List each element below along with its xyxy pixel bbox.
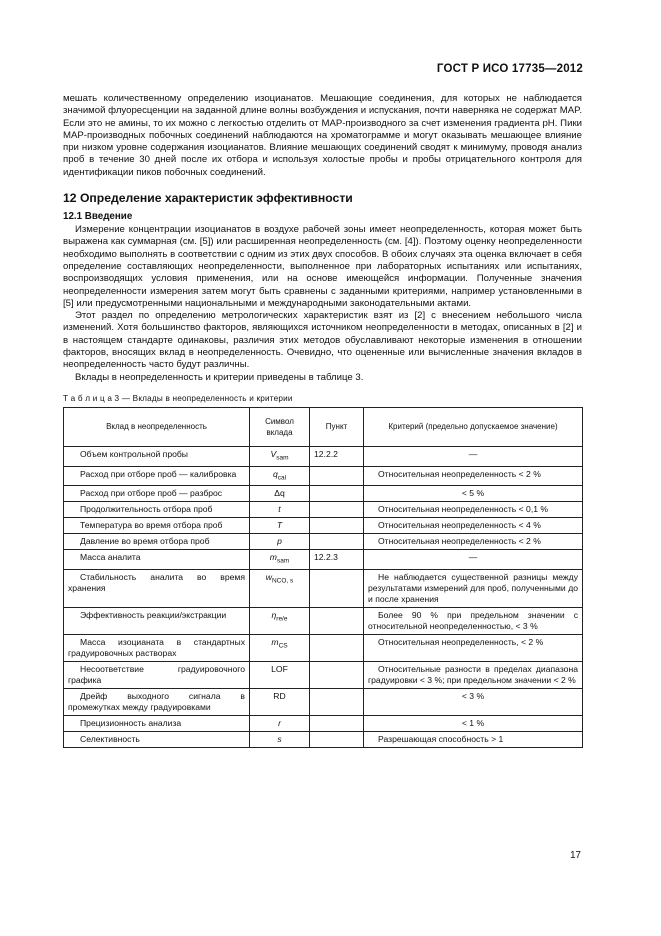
- uncertainty-table: [63, 407, 583, 748]
- cell-clause: [310, 518, 364, 534]
- cell-symbol: [250, 716, 310, 732]
- cell-contribution: Селективность: [64, 732, 250, 748]
- page-content: [63, 93, 582, 748]
- cell-contribution: Эффективность реакции/экстракции: [64, 608, 250, 635]
- cell-criterion: Более 90 % при предельном значении с относительной неопределенностью, < 3 %: [364, 608, 583, 635]
- cell-clause: [310, 570, 364, 608]
- symbol-subscript: re/e: [276, 615, 288, 623]
- table-row: [64, 446, 583, 466]
- table-row: [64, 608, 583, 635]
- cell-symbol: [250, 662, 310, 689]
- paragraph-intro: мешать количественному определению изоцианатов. Мешающие соединения, для которых не наблюдается значимой флуоресценции на заданной длине волны возбуждения и испускания, почти наверняка не содержат MAP. Если это не амины, то их можно с легкостью отделить от MAP-производного за счет изменения градиента рН. Пики MAP-производных побочных соединений наблюдаются на хроматограмме и могут оказывать мешающее влияние при низком уровне содержания изоцианатов. Влияние мешающих соединений сводят к минимуму, проводя анализ проб в течение 30 дней после их отбора и используя холостые пробы и пробы отрицательного контроля для идентификации пиков побочных соединений.: [63, 93, 582, 178]
- symbol-subscript: sam: [276, 558, 290, 566]
- symbol-main: r: [278, 718, 281, 729]
- cell-contribution: Масса изоцианата в стандартных градуировочных растворах: [64, 635, 250, 662]
- table-header-row: [64, 407, 583, 446]
- cell-contribution: Стабильность аналита во время хранения: [64, 570, 250, 608]
- header-symbol: Символ вклада: [250, 407, 310, 446]
- cell-symbol: [250, 502, 310, 518]
- cell-symbol: [250, 446, 310, 466]
- cell-contribution: Прецизионность анализа: [64, 716, 250, 732]
- page-number: 17: [570, 850, 581, 861]
- symbol-main: w: [265, 572, 272, 583]
- cell-contribution: Несоответствие градуировочного графика: [64, 662, 250, 689]
- cell-clause: [310, 466, 364, 486]
- symbol-main: Δq: [274, 488, 285, 499]
- cell-criterion: Относительные разности в пределах диапазона градуировки < 3 %; при предельном значении < 2 %: [364, 662, 583, 689]
- symbol-main: p: [277, 536, 282, 547]
- table-row: [64, 635, 583, 662]
- cell-symbol: [250, 518, 310, 534]
- cell-clause: [310, 608, 364, 635]
- cell-criterion: Относительная неопределенность < 4 %: [364, 518, 583, 534]
- symbol-subscript: NCO, s: [271, 577, 294, 585]
- cell-contribution: Дрейф выходного сигнала в промежутках между градуировками: [64, 689, 250, 716]
- cell-criterion: Относительная неопределенность, < 2 %: [364, 635, 583, 662]
- cell-contribution: Продолжительность отбора проб: [64, 502, 250, 518]
- cell-clause: [310, 502, 364, 518]
- cell-symbol: [250, 486, 310, 502]
- cell-criterion: < 3 %: [364, 689, 583, 716]
- cell-criterion: —: [364, 446, 583, 466]
- cell-criterion: Относительная неопределенность < 0,1 %: [364, 502, 583, 518]
- symbol-subscript: sam: [276, 454, 289, 462]
- cell-clause: [310, 486, 364, 502]
- header-contribution: Вклад в неопределенность: [64, 407, 250, 446]
- section-title: 12 Определение характеристик эффективности: [63, 191, 353, 206]
- cell-symbol: [250, 466, 310, 486]
- table-row: [64, 732, 583, 748]
- cell-criterion: < 5 %: [364, 486, 583, 502]
- cell-clause: [310, 635, 364, 662]
- cell-clause: [310, 534, 364, 550]
- cell-criterion: Разрешающая способность > 1: [364, 732, 583, 748]
- symbol-main: m: [269, 552, 277, 563]
- cell-contribution: Расход при отборе проб — калибровка: [64, 466, 250, 486]
- symbol-subscript: CS: [278, 642, 288, 650]
- symbol-main: m: [271, 637, 279, 648]
- table-row: [64, 689, 583, 716]
- symbol-main: s: [277, 734, 282, 745]
- cell-criterion: —: [364, 550, 583, 570]
- table-row: [64, 716, 583, 732]
- table-row: [64, 486, 583, 502]
- cell-symbol: [250, 550, 310, 570]
- table-row: [64, 570, 583, 608]
- cell-criterion: Не наблюдается существенной разницы между результатами измерений для проб, полученными до и после хранения: [364, 570, 583, 608]
- header-clause: Пункт: [310, 407, 364, 446]
- cell-clause: [310, 732, 364, 748]
- standard-header: ГОСТ Р ИСО 17735—2012: [436, 63, 583, 75]
- cell-contribution: Давление во время отбора проб: [64, 534, 250, 550]
- table-row: [64, 518, 583, 534]
- table-row: [64, 550, 583, 570]
- cell-symbol: [250, 635, 310, 662]
- cell-criterion: Относительная неопределенность < 2 %: [364, 466, 583, 486]
- cell-clause: 12.2.2: [310, 446, 364, 466]
- cell-contribution: Объем контрольной пробы: [64, 446, 250, 466]
- table-caption: Т а б л и ц а 3 — Вклады в неопределенность и критерии: [63, 393, 293, 403]
- symbol-main: q: [272, 468, 278, 479]
- cell-criterion: Относительная неопределенность < 2 %: [364, 534, 583, 550]
- symbol-main: t: [278, 504, 281, 515]
- table-row: [64, 466, 583, 486]
- cell-symbol: [250, 570, 310, 608]
- header-criterion: Критерий (предельно допускаемое значение): [364, 407, 583, 446]
- cell-contribution: Масса аналита: [64, 550, 250, 570]
- cell-contribution: Расход при отборе проб — разброс: [64, 486, 250, 502]
- cell-symbol: [250, 608, 310, 635]
- cell-symbol: [250, 689, 310, 716]
- paragraph-3: Вклады в неопределенность и критерии приведены в таблице 3.: [75, 371, 364, 383]
- table-row: [64, 662, 583, 689]
- subsection-title: 12.1 Введение: [63, 211, 133, 223]
- cell-contribution: Температура во время отбора проб: [64, 518, 250, 534]
- cell-symbol: [250, 732, 310, 748]
- cell-clause: [310, 716, 364, 732]
- paragraph-2: Этот раздел по определению метрологических характеристик взят из [2] с внесением небольшого числа изменений. Хотя большинство факторов, являющихся источником неопределенности в методах, описанных в [2] и в настоящем стандарте одинаковы, различия этих методов обуславливают некоторые изменения в отношении факторов, вносящих вклад в неопределенность. Очевидно, что оцененные или вычисленные значения вкладов в неопределенность часто будут различны.: [63, 310, 582, 371]
- table-row: [64, 502, 583, 518]
- cell-criterion: < 1 %: [364, 716, 583, 732]
- cell-symbol: [250, 534, 310, 550]
- table-row: [64, 534, 583, 550]
- symbol-subscript: cal: [277, 474, 287, 482]
- symbol-main: T: [276, 520, 283, 531]
- cell-clause: 12.2.3: [310, 550, 364, 570]
- symbol-main: LOF: [271, 664, 288, 675]
- symbol-main: V: [270, 448, 277, 459]
- cell-clause: [310, 662, 364, 689]
- table-body: [64, 446, 583, 747]
- symbol-main: η: [271, 610, 277, 621]
- cell-clause: [310, 689, 364, 716]
- paragraph-1: Измерение концентрации изоцианатов в воздухе рабочей зоны имеет неопределенность, которая может быть выражена как суммарная (см. [5]) или расширенная неопределенность (см. [4]). Поэтому оценку неопределенности необходимо выполнять в соответствии с одним из этих двух способов. В обоих случаях эта оценка включает в себя определение составляющих неопределенности, выполненное при лабораторных испытаниях или испытаниях, воспроизводящих условия применения, или на основе имеющейся информации. Полученные значения неопределенности измерения затем могут быть сравнены с заданными критериями, например установленными в [5] или предусмотренными национальными и международными законодательными актами.: [63, 224, 582, 309]
- symbol-main: RD: [273, 691, 286, 702]
